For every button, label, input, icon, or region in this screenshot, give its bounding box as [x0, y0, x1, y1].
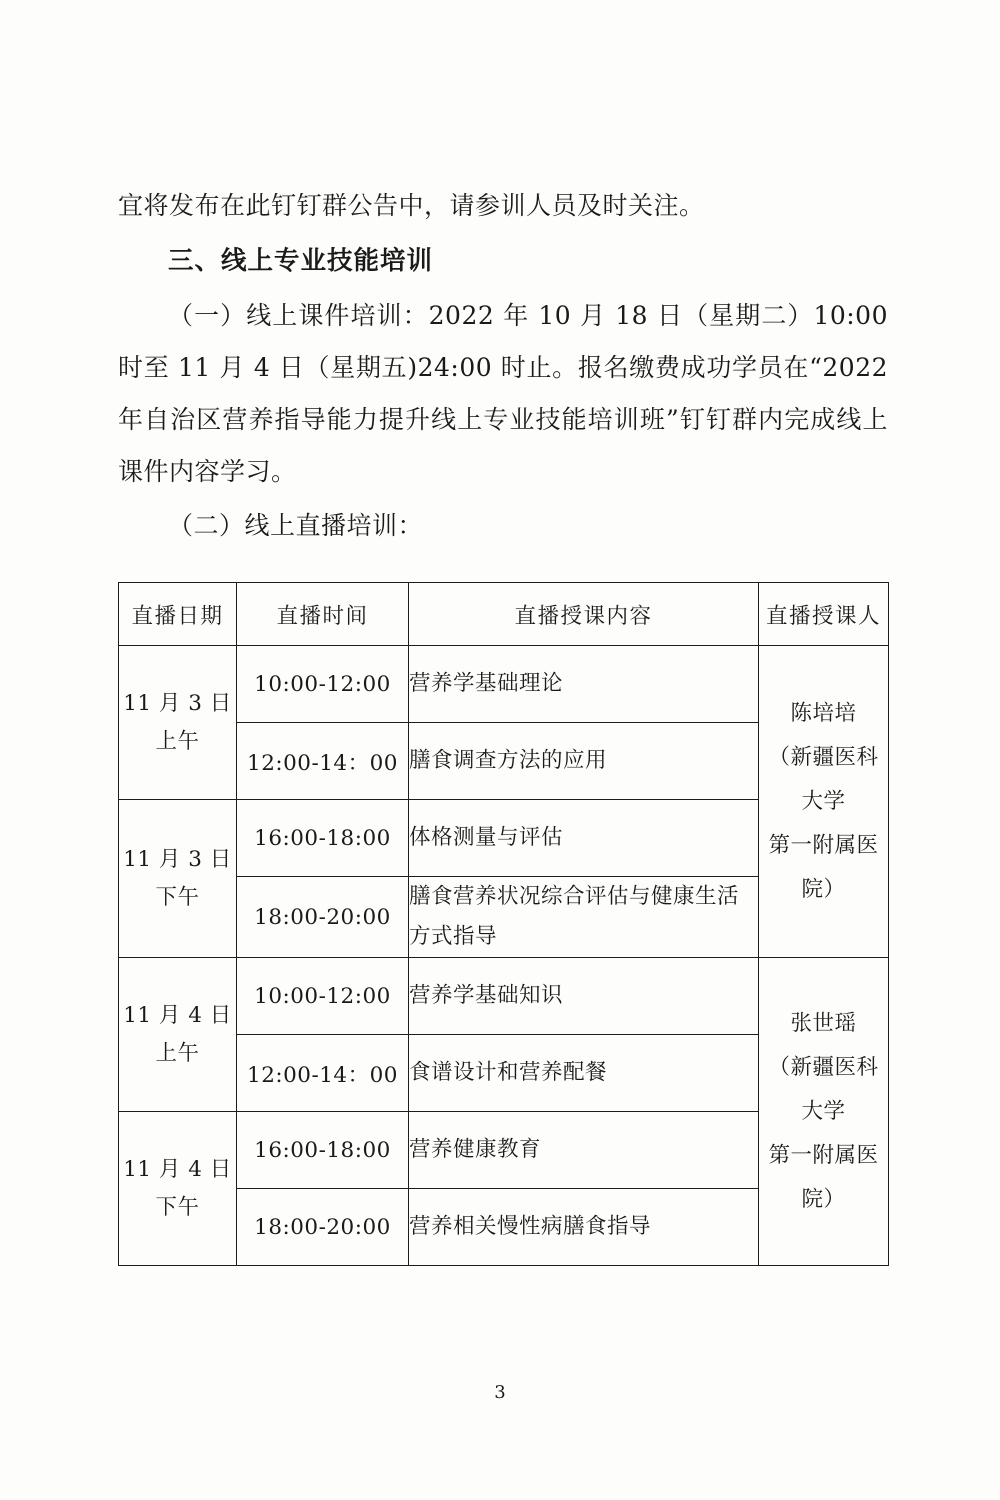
date-line-2: 上午 — [155, 728, 200, 754]
date-group-cell-2 — [119, 800, 237, 958]
table-row — [119, 958, 889, 1035]
lecturer-name: 张世瑶 — [790, 1010, 857, 1036]
live-schedule-table-wrapper — [118, 582, 888, 1266]
date-line-1: 11 月 4 日 — [123, 1156, 232, 1182]
date-line-1: 11 月 4 日 — [123, 1002, 232, 1028]
topic-cell: 营养相关慢性病膳食指导 — [409, 1189, 759, 1266]
column-header-date: 直播日期 — [119, 583, 237, 646]
lecturer-name: 陈培培 — [790, 700, 857, 726]
lecturer-affiliation-line-1: （新疆医科大学 — [768, 1054, 879, 1124]
time-cell: 18:00-20:00 — [237, 877, 409, 958]
topic-cell: 体格测量与评估 — [409, 800, 759, 877]
time-cell: 10:00-12:00 — [237, 646, 409, 723]
time-cell: 18:00-20:00 — [237, 1189, 409, 1266]
paragraph-section-one: （一）线上课件培训：2022 年 10 月 18 日（星期二）10:00 时至 11 月 4 日（星期五)24:00 时止。报名缴费成功学员在“2022 年自治区营养指导能力提升线上专业技能培训班”钉钉群内完成线上课件内容学习。 — [118, 301, 888, 486]
date-line-1: 11 月 3 日 — [123, 690, 232, 716]
column-header-topic: 直播授课内容 — [409, 583, 759, 646]
lecturer-cell-2 — [759, 958, 889, 1266]
date-line-2: 下午 — [155, 1194, 200, 1220]
time-cell: 10:00-12:00 — [237, 958, 409, 1035]
time-cell: 12:00-14：00 — [237, 723, 409, 800]
date-line-2: 上午 — [155, 1040, 200, 1066]
lecturer-cell-1 — [759, 646, 889, 958]
column-header-lecturer: 直播授课人 — [759, 583, 889, 646]
document-body — [118, 180, 888, 1266]
topic-cell: 营养学基础知识 — [409, 958, 759, 1035]
topic-cell: 食谱设计和营养配餐 — [409, 1035, 759, 1112]
topic-cell: 膳食营养状况综合评估与健康生活方式指导 — [409, 877, 759, 958]
topic-cell: 营养学基础理论 — [409, 646, 759, 723]
date-group-cell-3 — [119, 958, 237, 1112]
table-header-row — [119, 583, 889, 646]
lecturer-affiliation-line-1: （新疆医科大学 — [768, 744, 879, 814]
lecturer-affiliation-line-2: 第一附属医院） — [768, 832, 879, 902]
date-group-cell-4 — [119, 1112, 237, 1266]
table-row — [119, 646, 889, 723]
paragraph-section-two: （二）线上直播培训： — [168, 511, 424, 540]
column-header-time: 直播时间 — [237, 583, 409, 646]
date-group-cell-1 — [119, 646, 237, 800]
live-schedule-table — [118, 582, 889, 1266]
topic-cell: 营养健康教育 — [409, 1112, 759, 1189]
topic-cell: 膳食调查方法的应用 — [409, 723, 759, 800]
section-heading-three: 三、线上专业技能培训 — [168, 246, 434, 276]
lecturer-affiliation-line-2: 第一附属医院） — [768, 1142, 879, 1212]
date-line-2: 下午 — [155, 884, 200, 910]
paragraph-continuation: 宜将发布在此钉钉群公告中，请参训人员及时关注。 — [118, 191, 705, 220]
date-line-1: 11 月 3 日 — [123, 846, 232, 872]
time-cell: 16:00-18:00 — [237, 800, 409, 877]
time-cell: 16:00-18:00 — [237, 1112, 409, 1189]
page-number: 3 — [494, 1382, 506, 1403]
time-cell: 12:00-14：00 — [237, 1035, 409, 1112]
